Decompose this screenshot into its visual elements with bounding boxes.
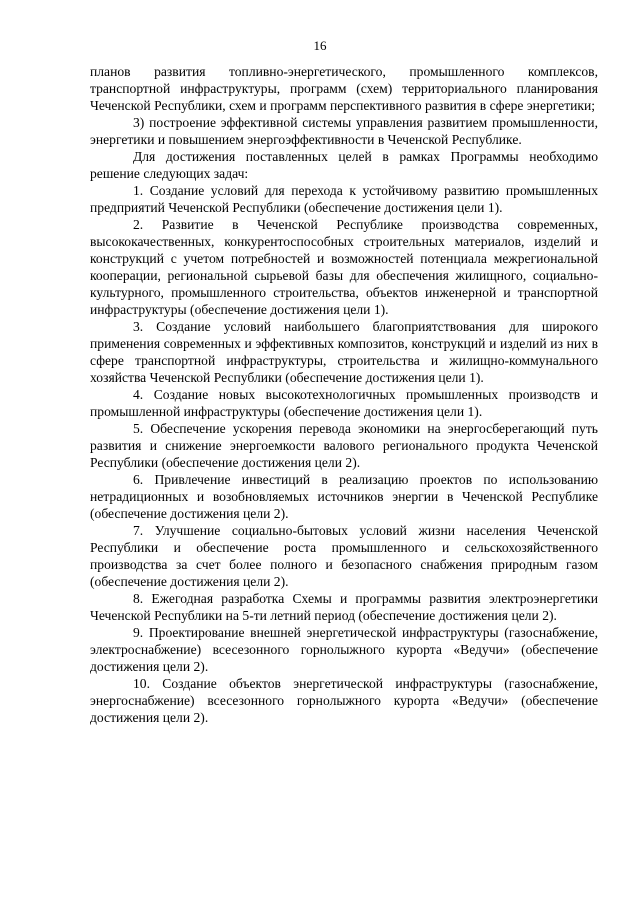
task-item-8: 8. Ежегодная разработка Схемы и программы развития электроэнергетики Чеченской Республики на 5-ти летний период (обеспечение достижения цели 2). [90, 591, 598, 623]
task-item-4: 4. Создание новых высокотехнологичных промышленных производств и промышленной инфраструктуры (обеспечение достижения цели 1). [90, 387, 598, 419]
task-item-9: 9. Проектирование внешней энергетической инфраструктуры (газоснабжение, электроснабжение) всесезонного горнолыжного курорта «Ведучи» (обеспечение достижения цели 2). [90, 625, 598, 674]
paragraph-continuation: планов развития топливно-энергетического, промышленного комплексов, транспортной инфраструктуры, программ (схем) территориального планирования Чеченской Республики, схем и программ перспективного развития в сфере энергетики; [90, 64, 598, 113]
task-item-5: 5. Обеспечение ускорения перевода экономики на энергосберегающий путь развития и снижение энергоемкости валового регионального продукта Чеченской Республики (обеспечение достижения цели 2). [90, 421, 598, 470]
task-item-10: 10. Создание объектов энергетической инфраструктуры (газоснабжение, энергоснабжение) всесезонного горнолыжного курорта «Ведучи» (обеспечение достижения цели 2). [90, 676, 598, 725]
task-item-7: 7. Улучшение социально-бытовых условий жизни населения Чеченской Республики и обеспечение роста промышленного и сельскохозяйственного производства за счет более полного и безопасного снабжения природным газом (обеспечение достижения цели 2). [90, 523, 598, 589]
task-item-6: 6. Привлечение инвестиций в реализацию проектов по использованию нетрадиционных и возобновляемых источников энергии в Чеченской Республике (обеспечение достижения цели 2). [90, 472, 598, 521]
task-item-1: 1. Создание условий для перехода к устойчивому развитию промышленных предприятий Чеченской Республики (обеспечение достижения цели 1). [90, 183, 598, 215]
task-item-3: 3. Создание условий наибольшего благоприятствования для широкого применения современных и эффективных композитов, конструкций и изделий из них в сфере транспортной инфраструктуры, строительства и жилищно-коммунального хозяйства Чеченской Республики (обеспечение достижения цели 1). [90, 319, 598, 385]
paragraph-goal-3: 3) построение эффективной системы управления развитием промышленности, энергетики и повышением энергоэффективности в Чеченской Республике. [90, 115, 598, 147]
page-number: 16 [313, 38, 327, 53]
document-body [90, 63, 598, 726]
task-item-2: 2. Развитие в Чеченской Республике производства современных, высококачественных, конкурентоспособных строительных материалов, изделий и конструкций с учетом потребностей и возможностей потенциала межрегиональной кооперации, региональной сырьевой базы для обеспечения жилищного, социально-культурного, промышленного строительства, объектов инженерной и транспортной инфраструктуры (обеспечение достижения цели 1). [90, 217, 598, 317]
paragraph-tasks-intro: Для достижения поставленных целей в рамках Программы необходимо решение следующих задач: [90, 149, 598, 181]
